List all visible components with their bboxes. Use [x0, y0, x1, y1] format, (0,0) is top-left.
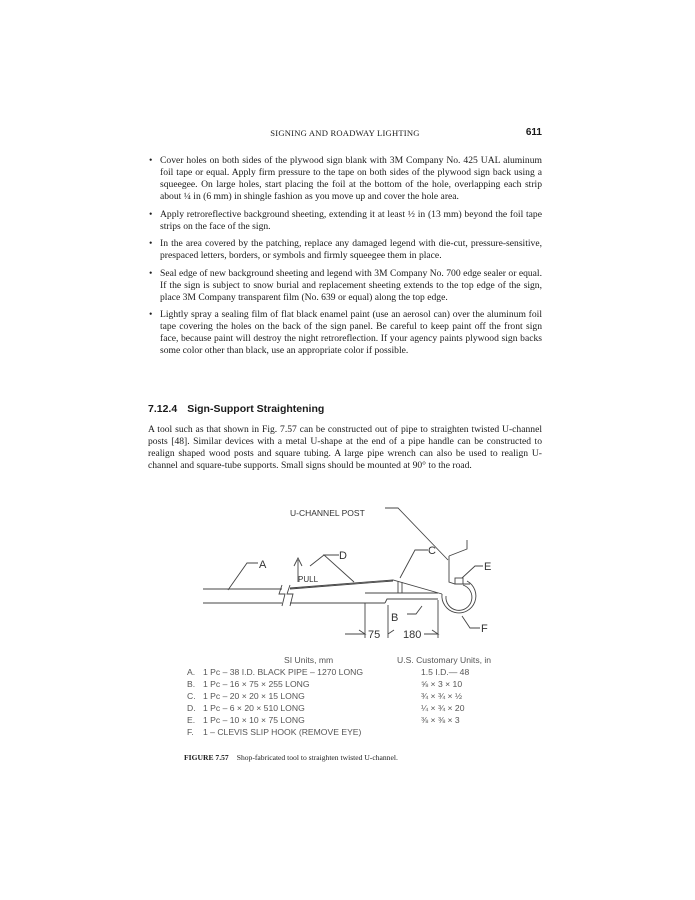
section-title: Sign-Support Straightening: [187, 403, 325, 415]
list-item-text: Cover holes on both sides of the plywood sign blank with 3M Company No. 425 UAL aluminum foil tape or equal. Apply firm pressure to the tape on both sides of the plywood sign back using a squeegee. On large holes, start placing the foil at the bottom of the hole, overlapping each strip about ¼ in (6 mm) in shingle fashion as you move up and cover the hole area.: [160, 155, 542, 202]
dim-180: 180: [403, 629, 422, 641]
parts-row: [187, 679, 310, 689]
leader-c: [400, 550, 428, 578]
list-item: • Lightly spray a sealing film of flat black enamel paint (use an aerosol can) over the aluminum foil tape covering the holes on the back of the sign panel. Be careful to keep paint off the front sign face, because paint will destroy the night retroreflection. If your agency paints plywood sign backs some color other than black, use an appropriate color if possible.: [149, 309, 542, 356]
dim-75: 75: [368, 629, 381, 641]
part-us: ⅜ × ⅜ × 3: [421, 715, 460, 725]
part-letter: B.: [187, 679, 196, 689]
part-si: 1 Pc – 10 × 10 × 75 LONG: [203, 715, 305, 725]
si-units-heading: SI Units, mm: [284, 655, 334, 665]
us-units-heading: U.S. Customary Units, in: [397, 655, 492, 665]
part-us: ¼ × ¾ × 20: [421, 703, 465, 713]
leader-f: [462, 616, 480, 628]
label-e: E: [484, 561, 492, 573]
leader-e: [462, 566, 483, 578]
label-u-channel-post: U-CHANNEL POST: [290, 508, 365, 518]
dim-arrow-180-left: [388, 630, 394, 634]
part-letter: F.: [187, 727, 194, 737]
part-letter: D.: [187, 703, 196, 713]
label-a: A: [259, 559, 267, 571]
part-letter: A.: [187, 667, 196, 677]
part-e: [455, 578, 463, 584]
caption-label: FIGURE 7.57: [184, 753, 229, 762]
parts-row: [187, 703, 305, 713]
dim-arrow-180-right: [424, 630, 438, 634]
part-si: 1 – CLEVIS SLIP HOOK (REMOVE EYE): [203, 727, 362, 737]
part-us: ⅝ × 3 × 10: [421, 679, 463, 689]
leader-b: [407, 606, 422, 614]
dim-arrow-75: [345, 630, 365, 634]
list-item: • Apply retroreflective background sheeting, extending it at least ½ in (13 mm) beyond the foil tape strips on the face of the sign.: [149, 208, 542, 232]
list-item-text: Lightly spray a sealing film of flat black enamel paint (use an aerosol can) over the aluminum foil tape covering the holes on the back of the sign panel. Be careful to keep paint off the front sign face, because paint will destroy the night retroreflection. If your agency paints plywood sign backs some color other than black, use an appropriate color if possible.: [160, 309, 542, 356]
post-leader-line: [385, 508, 448, 560]
part-us: ¾ × ¾ × ½: [421, 691, 463, 701]
u-channel-post: [449, 556, 470, 584]
list-item: • In the area covered by the patching, replace any damaged legend with die-cut, pressure-sensitive, prespaced letters, borders, or symbols and firmly squeegee them in place.: [149, 238, 542, 261]
part-si: 1 Pc – 6 × 20 × 510 LONG: [203, 703, 305, 713]
parts-row: [187, 727, 361, 737]
part-si: 1 Pc – 20 × 20 × 15 LONG: [203, 691, 305, 701]
part-b: [385, 599, 438, 603]
label-c: C: [428, 545, 436, 557]
page-number: 611: [525, 127, 542, 138]
parts-row: [187, 667, 363, 677]
caption-text: Shop-fabricated tool to straighten twisted U-channel.: [236, 753, 398, 762]
list-item-text: In the area covered by the patching, replace any damaged legend with die-cut, pressure-sensitive, prespaced letters, borders, or symbols and firmly squeegee them in place.: [160, 238, 542, 261]
running-head: SIGNING AND ROADWAY LIGHTING: [270, 128, 420, 138]
list-item-text: Apply retroreflective background sheeting, extending it at least ½ in (13 mm) beyond the foil tape strips on the face of the sign.: [160, 208, 542, 232]
list-item-text: Seal edge of new background sheeting and legend with 3M Company No. 700 edge sealer or equal. If the sign is subject to snow burial and replacement sheeting extends to the top edge of the sign, place 3M Company transparent film (No. 639 or equal) along the top edge.: [160, 267, 542, 303]
parts-row: [187, 715, 305, 725]
section-number: 7.12.4: [148, 403, 178, 415]
label-b: B: [391, 612, 399, 624]
part-letter: E.: [187, 715, 196, 725]
list-item: • Cover holes on both sides of the plywood sign blank with 3M Company No. 425 UAL aluminum foil tape or equal. Apply firm pressure to the tape on both sides of the plywood sign back using a squeegee. On large holes, start placing the foil at the bottom of the hole, overlapping each strip about ¼ in (6 mm) in shingle fashion as you move up and cover the hole area.: [149, 155, 542, 202]
body-paragraph: A tool such as that shown in Fig. 7.57 can be constructed out of pipe to straighten twisted U-channel posts [48]. Similar devices with a metal U-shape at the end of a pipe handle can be constructed to realign shaped wood posts and square tubing. A large pipe wrench can also be used to realign U-channel and square-tube supports. Small signs should be mounted at 90° to the road.: [148, 424, 542, 471]
list-item: • Seal edge of new background sheeting and legend with 3M Company No. 700 edge sealer or equal. If the sign is subject to snow burial and replacement sheeting extends to the top edge of the sign, place 3M Company transparent film (No. 639 or equal) along the top edge.: [149, 267, 542, 303]
label-d: D: [339, 550, 347, 562]
part-si: 1 Pc – 38 I.D. BLACK PIPE – 1270 LONG: [203, 667, 364, 677]
part-letter: C.: [187, 691, 196, 701]
part-us: 1.5 I.D.— 48: [421, 667, 470, 677]
label-f: F: [481, 623, 488, 635]
hook-f: [442, 581, 476, 613]
figure-caption: [184, 753, 398, 762]
label-pull: PULL: [298, 575, 319, 584]
parts-row: [187, 691, 305, 701]
leader-a: [228, 563, 258, 590]
part-si: 1 Pc – 16 × 75 × 255 LONG: [203, 679, 310, 689]
